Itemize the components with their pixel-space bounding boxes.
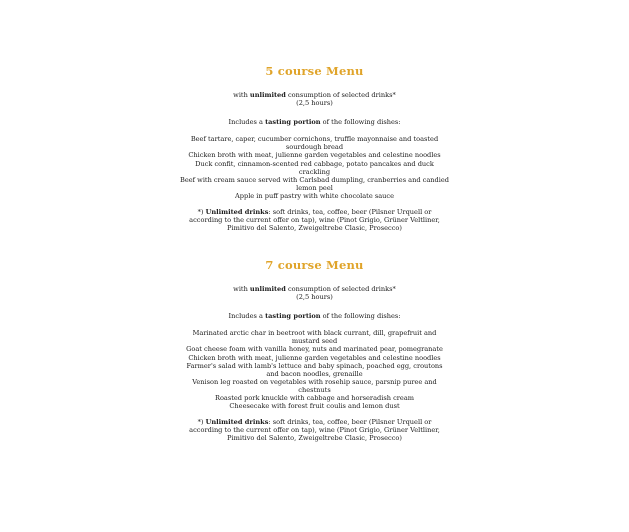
dish-item: Farmer's salad with lamb's lettuce and baby spinach, poached egg, croutons and bacon noodles, grenaille bbox=[186, 361, 443, 378]
dish-item: Duck confit, cinnamon-scented red cabbage, potato pancakes and duck crackling bbox=[195, 159, 434, 176]
note-bold: Unlimited drinks bbox=[205, 418, 269, 427]
note-text: : soft drinks, tea, coffee, beer (Pilsner Urquell or according to the current offer on tap), wine (Pinot Grigio, Grüner Veltliner, Pimitivo del Salento, Zweigeltrebe Clasic, Prosecco) bbox=[189, 207, 440, 233]
includes-prefix: Includes a bbox=[228, 311, 266, 320]
intro-bold: unlimited bbox=[249, 285, 286, 293]
dish-item: Beef tartare, caper, cucumber cornichons, truffle mayonnaise and toasted sourdough bread bbox=[190, 135, 439, 152]
intro-bold: unlimited bbox=[249, 91, 286, 99]
menu-5-course bbox=[0, 64, 629, 232]
menu-intro bbox=[165, 91, 465, 108]
dish-list bbox=[180, 329, 450, 410]
intro-suffix: consumption of selected drinks* bbox=[285, 91, 396, 99]
dish-item: Apple in puff pastry with white chocolate sauce bbox=[235, 191, 394, 200]
menu-intro bbox=[165, 285, 465, 302]
includes-prefix: Includes a bbox=[228, 117, 266, 126]
includes-line bbox=[0, 312, 629, 320]
includes-bold: tasting portion bbox=[265, 311, 321, 320]
dish-item: Goat cheese foam with vanilla honey, nuts and marinated pear, pomegranate bbox=[186, 345, 443, 354]
note-star: *) bbox=[197, 207, 206, 216]
includes-suffix: of the following dishes: bbox=[320, 311, 401, 320]
dish-item: Beef with cream sauce served with Carlsbad dumpling, cranberries and candied lemon peel bbox=[179, 175, 449, 192]
menu-duration: (2,5 hours) bbox=[296, 99, 333, 108]
dish-item: Chicken broth with meat, julienne garden vegetables and celestine noodles bbox=[188, 353, 441, 362]
intro-prefix: with bbox=[233, 285, 250, 293]
includes-bold: tasting portion bbox=[265, 117, 321, 126]
menu-title: 7 course Menu bbox=[265, 258, 364, 272]
dish-item: Cheesecake with forest fruit coulis and lemon dust bbox=[229, 402, 400, 411]
dish-item: Venison leg roasted on vegetables with rosehip sauce, parsnip puree and chestnuts bbox=[192, 377, 437, 394]
note-star: *) bbox=[197, 418, 206, 427]
includes-suffix: of the following dishes: bbox=[320, 117, 401, 126]
menu-7-course bbox=[0, 258, 629, 442]
dish-item: Roasted pork knuckle with cabbage and horseradish cream bbox=[214, 393, 415, 402]
drinks-note bbox=[184, 208, 446, 232]
includes-line bbox=[0, 118, 629, 126]
dish-item: Marinated arctic char in beetroot with black currant, dill, grapefruit and mustard seed bbox=[192, 329, 437, 346]
note-bold: Unlimited drinks bbox=[205, 207, 269, 216]
note-text: : soft drinks, tea, coffee, beer (Pilsner Urquell or according to the current offer on tap), wine (Pinot Grigio, Grüner Veltliner, Pimitivo del Salento, Zweigeltrebe Clasic, Prosecco) bbox=[189, 418, 440, 443]
menu-title: 5 course Menu bbox=[265, 64, 364, 78]
drinks-note bbox=[184, 418, 446, 442]
menu-duration: (2,5 hours) bbox=[296, 293, 333, 302]
dish-item: Chicken broth with meat, julienne garden vegetables and celestine noodles bbox=[188, 151, 441, 160]
intro-suffix: consumption of selected drinks* bbox=[285, 285, 396, 293]
intro-prefix: with bbox=[233, 91, 250, 99]
dish-list bbox=[180, 135, 450, 200]
